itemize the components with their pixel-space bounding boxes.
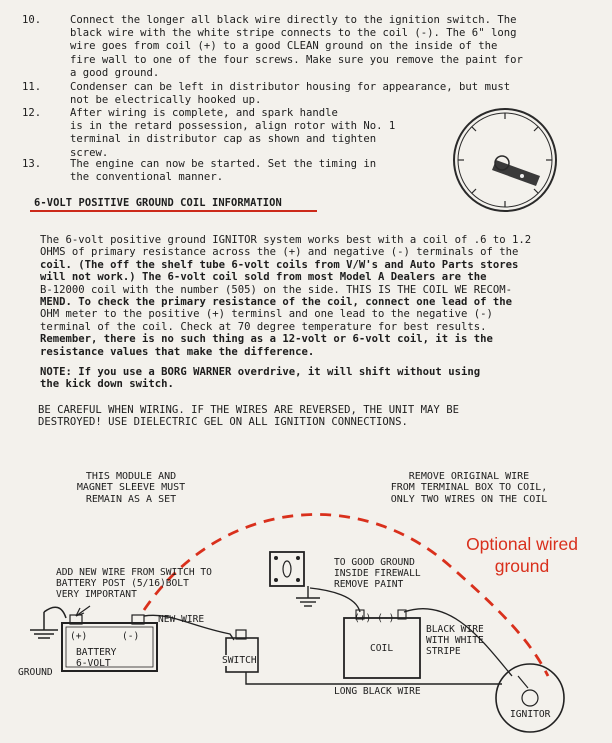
- step-line: terminal in distributor cap as shown and tighten: [70, 133, 377, 146]
- optional-label-line: Optional wired: [466, 534, 578, 554]
- striped-wire-line: WITH WHITE: [426, 635, 484, 646]
- coil-label: COIL: [370, 643, 394, 654]
- add-wire-line: ADD NEW WIRE FROM SWITCH TO: [56, 567, 212, 578]
- paragraph-line: coil. (The off the shelf tube 6-volt coils from V/W's and Auto Parts stores: [40, 258, 519, 271]
- step-line: not be electrically hooked up.: [70, 94, 262, 107]
- ground-note-line: REMOVE PAINT: [334, 579, 404, 590]
- step-line: Connect the longer all black wire directly to the ignition switch. The: [70, 14, 517, 26]
- remove-note-line: ONLY TWO WIRES ON THE COIL: [390, 493, 548, 505]
- ground-wire: [310, 588, 360, 612]
- add-wire-line: VERY IMPORTANT: [56, 589, 137, 600]
- striped-wire-label: [426, 624, 484, 657]
- remove-note-line: FROM TERMINAL BOX TO COIL,: [390, 482, 548, 494]
- step-number: 10.: [22, 14, 42, 26]
- warning-line: DESTROYED! USE DIELECTRIC GEL ON ALL IGNITION CONNECTIONS.: [38, 416, 408, 429]
- ignitor-illustration: [496, 664, 564, 732]
- distributor-cap-illustration: [454, 109, 556, 211]
- step-line: wire goes from coil (+) to a good CLEAN ground on the inside of the: [70, 40, 498, 53]
- battery-label: [76, 647, 116, 669]
- battery-minus-label: (-): [122, 631, 140, 642]
- step-line: is in the retard possession, align rotor with No. 1: [70, 120, 396, 133]
- module-note-line: MAGNET SLEEVE MUST: [76, 482, 186, 494]
- battery-label-line: BATTERY: [76, 647, 117, 658]
- paragraph-line: OHMS of primary resistance across the (+) and negative (-) terminals of the: [40, 246, 519, 259]
- step-number: 13.: [22, 158, 42, 170]
- firewall-ground-note: [334, 557, 421, 590]
- paragraph-line: will not work.) The 6-volt coil sold from most Model A Dealers are the: [40, 271, 487, 284]
- step-line: fire wall to one of the four screws. Make sure you remove the paint for: [70, 53, 523, 66]
- step-line: The engine can now be started. Set the timing in: [70, 158, 377, 170]
- step-number: 12.: [22, 107, 42, 119]
- paragraph-line: Remember, there is no such thing as a 12-volt or 6-volt coil, it is the: [40, 333, 493, 346]
- note-line: NOTE: If you use a BORG WARNER overdrive, it will shift without using: [40, 366, 481, 378]
- battery-plus-label: (+): [70, 631, 88, 642]
- ignitor-label: IGNITOR: [510, 709, 551, 720]
- remove-note-line: REMOVE ORIGINAL WIRE: [408, 471, 530, 482]
- paragraph-line: B-12000 coil with the number (505) on the side. THIS IS THE COIL WE RECOM-: [40, 283, 512, 296]
- step-line: After wiring is complete, and spark handle: [70, 107, 338, 119]
- step-line: the conventional manner.: [70, 171, 224, 184]
- firewall-ground-plate: [270, 552, 304, 586]
- section-heading: 6-VOLT POSITIVE GROUND COIL INFORMATION: [34, 197, 282, 209]
- paragraph-line: OHM meter to the positive (+) terminsl and one lead to the negative (-): [40, 308, 493, 321]
- long-black-wire-label: LONG BLACK WIRE: [334, 686, 421, 697]
- module-note-line: THIS MODULE AND: [85, 471, 177, 482]
- note-line: the kick down switch.: [40, 378, 174, 391]
- ground-note-line: INSIDE FIREWALL: [334, 568, 421, 579]
- remove-wire-note: [352, 471, 586, 505]
- step-line: a good ground.: [70, 66, 160, 79]
- striped-wire-line: STRIPE: [426, 646, 461, 657]
- paragraph-line: resistance values that make the difference.: [40, 345, 315, 358]
- step-number: 11.: [22, 81, 42, 93]
- add-wire-line: BATTERY POST (5/16)BOLT: [56, 578, 189, 589]
- coil-terminals-label: (+) (-): [354, 613, 395, 624]
- add-wire-note: [56, 567, 212, 600]
- ground-label: GROUND: [18, 667, 53, 678]
- battery-label-line: 6-VOLT: [76, 658, 111, 669]
- striped-wire-line: BLACK WIRE: [426, 624, 484, 635]
- module-note: [64, 471, 198, 505]
- ground-symbol: [30, 607, 66, 638]
- optional-ground-label: [448, 533, 596, 577]
- module-note-line: REMAIN AS A SET: [85, 493, 177, 505]
- new-wire-label: NEW WIRE: [158, 614, 205, 625]
- step-line: Condenser can be left in distributor housing for appearance, but must: [70, 81, 511, 93]
- warning-line: BE CAREFUL WHEN WIRING. IF THE WIRES ARE REVERSED, THE UNIT MAY BE: [38, 404, 459, 416]
- switch-label: SWITCH: [222, 655, 257, 666]
- paragraph-line: MEND. To check the primary resistance of the coil, connect one lead of the: [40, 296, 512, 309]
- optional-label-line: ground: [494, 556, 550, 576]
- paragraph-line: The 6-volt positive ground IGNITOR system works best with a coil of .6 to 1.2: [40, 234, 532, 246]
- ground-note-line: TO GOOD GROUND: [334, 557, 415, 568]
- paragraph-line: terminal of the coil. Check at 70 degree temperature for best results.: [40, 320, 487, 333]
- step-line: screw.: [70, 146, 109, 159]
- step-line: black wire with the white stripe connects to the coil (-). The 6" long: [70, 27, 517, 40]
- add-wire-arrow: [76, 606, 90, 616]
